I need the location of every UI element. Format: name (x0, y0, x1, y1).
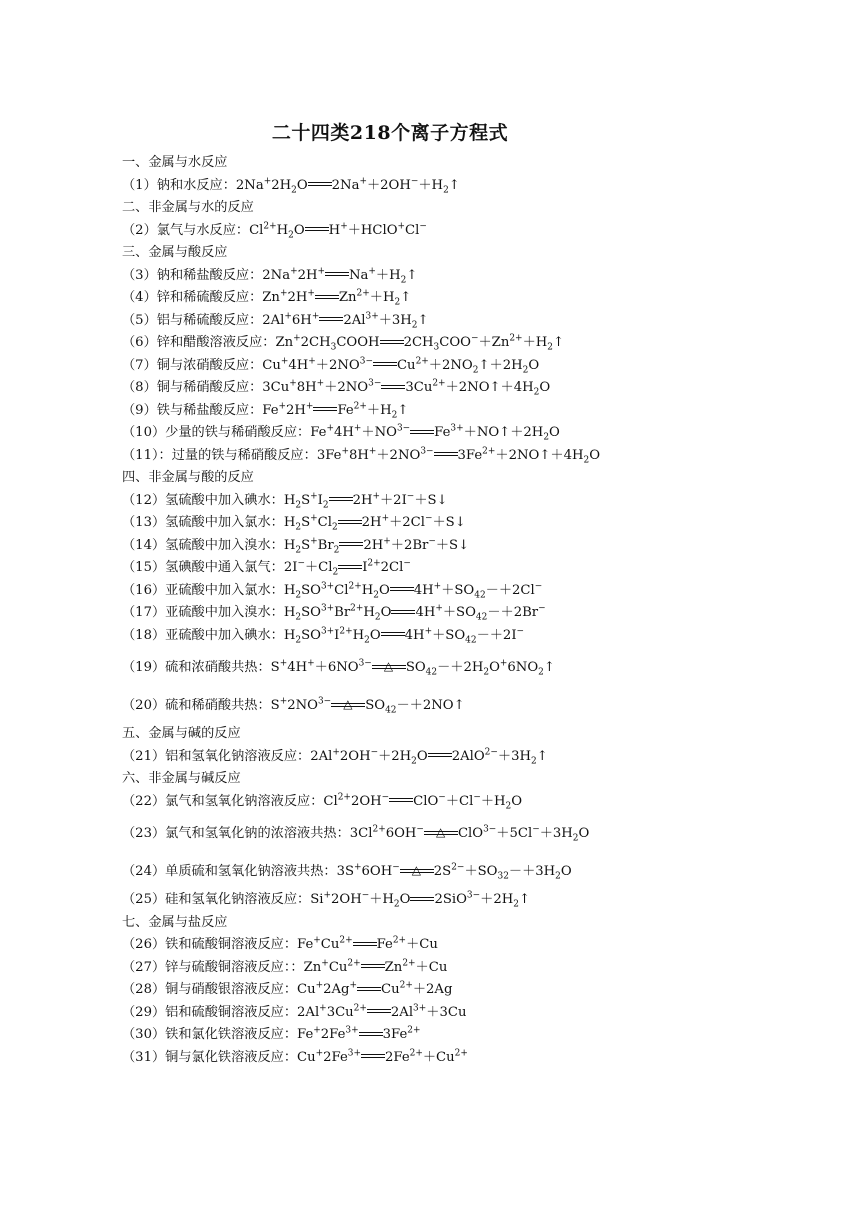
ionic-equation: $Cu^+2Fe^{3+}$ $2Fe^{2+}+Cu^{2+}$ (297, 1048, 468, 1065)
equation-line (122, 220, 842, 243)
equation-label: （10）少量的铁与稀硝酸反应： (122, 425, 311, 440)
equation-label: （14）氢硫酸中加入溴水： (122, 537, 284, 553)
equals-sign (373, 360, 397, 370)
ionic-equation: $3Fe^+8H^++2NO^{3-}$ $3Fe^{2+}+2NO↑+4H_2O$ (316, 446, 600, 466)
heating-sign: △ (372, 663, 406, 673)
ionic-equation: $2Al^+3Cu^{2+}$ $2Al^{3+}+3Cu$ (297, 1003, 467, 1020)
equation-label: （3）钠和稀盐酸反应： (122, 267, 263, 283)
ionic-equation: 3S+6OH− △ $2S^{2-}+SO_{32}-+3H_2O$ (336, 862, 572, 882)
ionic-equation: $Cu^+4H^++2NO^{3-}$ $Cu^{2+}+2NO_2↑+2H_2O$ (262, 356, 540, 376)
equation-line (122, 813, 842, 851)
equation-label: （18）亚硫酸中加入碘水： (122, 627, 284, 643)
ionic-equation: $Fe^+4H^++NO^{3-}$ $Fe^{3+}+NO↑+2H_2O$ (310, 423, 560, 443)
equals-sign (391, 608, 415, 618)
equation-label: （17）亚硫酸中加入溴水： (122, 605, 284, 620)
equation-line (122, 557, 842, 580)
equation-label: （24）单质硫和氢氧化钠溶液共热： (122, 864, 337, 879)
equation-line (122, 647, 842, 685)
equals-sign (308, 180, 332, 190)
equals-sign (428, 751, 452, 761)
ionic-equation: $Zn^+Cu^{2+}$ $Zn^{2+}+Cu$ (303, 958, 448, 975)
equals-sign (380, 338, 404, 348)
equals-sign (361, 962, 385, 972)
section-heading: 六、非金属与碱反应 (122, 771, 241, 786)
equals-sign (359, 1030, 383, 1040)
equation-line (122, 265, 842, 288)
ionic-equation: Fe+2H+ $Fe^{2+}+H_2↑$ (262, 401, 409, 421)
section-heading: 一、金属与水反应 (122, 155, 228, 170)
equals-sign (357, 985, 381, 995)
ionic-equation: 2Na+2H+ $Na^++H_2↑$ (262, 266, 418, 286)
equals-sign (305, 225, 329, 235)
equation-line (122, 957, 842, 980)
equation-label: （31）铜与氯化铁溶液反应： (122, 1049, 298, 1065)
equation-line (122, 422, 842, 445)
equation-label: （29）铝和硫酸铜溶液反应： (122, 1004, 298, 1020)
equation-label: （5）铝与稀硫酸反应： (122, 312, 263, 328)
equation-label: （12）氢硫酸中加入碘水： (122, 492, 284, 508)
ionic-equation: Cu+2Ag+ $Cu^{2+}+2Ag$ (297, 980, 453, 997)
equation-line (122, 400, 842, 423)
equation-line (122, 851, 842, 889)
equals-sign (319, 315, 343, 325)
ionic-equation: $2Na^+2H_2O$ $2Na^++2OH^-+H_2↑$ (235, 176, 460, 196)
equation-line (122, 287, 842, 310)
equation-line (122, 1047, 842, 1070)
equals-sign (410, 895, 434, 905)
equation-label: （28）铜与硝酸银溶液反应： (122, 982, 298, 997)
equation-label: （16）亚硫酸中加入氯水： (122, 582, 284, 598)
equals-sign (434, 450, 458, 460)
section-heading: 三、金属与酸反应 (122, 245, 228, 260)
ionic-equation: $Fe^+Cu^{2+}$ $Fe^{2+}+Cu$ (297, 935, 438, 952)
section-heading: 七、金属与盐反应 (122, 914, 228, 930)
ionic-equation: $Zn^+2CH_3COOH$ $2CH_3COO^-+Zn^{2+}+H_2↑$ (275, 333, 565, 353)
ionic-equation: $H_2SO^{3+}Cl^{2+}H_2O$ $4H^++SO_{42}-+2Cl^-$ (283, 581, 543, 601)
equation-line (122, 746, 842, 769)
equals-sign (381, 630, 405, 640)
equation-line (122, 625, 842, 648)
ionic-equation: $Si^+2OH^-+H_2O$ $2SiO^{3-}+2H_2↑$ (310, 890, 531, 910)
equation-label: （21）铝和氢氧化钠溶液反应： (122, 748, 311, 764)
equation-label: （9）铁与稀盐酸反应： (122, 402, 263, 418)
heating-sign: △ (424, 829, 458, 839)
equation-label: （30）铁和氯化铁溶液反应： (122, 1027, 298, 1042)
equation-line (122, 355, 842, 378)
equation-line (122, 512, 842, 535)
ionic-equation: $H_2S^+Br_2$ 2H+＋2Br−＋S↓ (283, 536, 470, 556)
equation-label: （26）铁和硫酸铜溶液反应： (122, 937, 298, 952)
heating-sign: △ (331, 701, 365, 711)
equals-sign (367, 1007, 391, 1017)
equation-line (122, 175, 842, 198)
equation-label: （15）氢碘酸中通入氯气： (122, 560, 284, 575)
equals-sign (338, 518, 362, 528)
ionic-equation: $S^+4H^++6NO^{3-}$ △ $SO_{42}-+2H_2O^+6NO_2↑$ (270, 658, 555, 678)
equation-label: （23）氯气和氢氧化钠的浓溶液共热： (122, 826, 350, 841)
equation-label: （4）锌和稀硫酸反应： (122, 290, 263, 305)
equals-sign (338, 563, 362, 573)
equation-label: （25）硅和氢氧化钠溶液反应： (122, 892, 311, 907)
ionic-equation: $Cl^{2+}H_2O$ H+＋HClO+Cl− (249, 221, 427, 241)
equation-line (122, 490, 842, 513)
equals-sign (390, 585, 414, 595)
ionic-equation: $2Al^+2OH^-+2H_2O$ $2AlO^{2-}+3H_2↑$ (310, 747, 548, 767)
equation-line (122, 332, 842, 355)
equals-sign (325, 270, 349, 280)
ionic-equation: $H_2S^+Cl_2$ 2H+＋2Cl−＋S↓ (283, 513, 466, 533)
equals-sign (353, 940, 377, 950)
ionic-equation: 2Al+6H+ $2Al^{3+}+3H_2↑$ (262, 311, 429, 331)
equation-line (122, 445, 842, 468)
equation-line (122, 889, 842, 912)
equation-line (122, 310, 842, 333)
ionic-equation: $S^+2NO^{3-}$ △ $SO_{42}-+2NO↑$ (270, 696, 465, 716)
equation-label: （6）锌和醋酸溶液反应： (122, 335, 276, 350)
equation-line (122, 377, 842, 400)
equation-line (122, 602, 842, 625)
section-heading: 四、非金属与酸的反应 (122, 470, 254, 485)
equals-sign (389, 796, 413, 806)
equation-label: （8）铜与稀硝酸反应： (122, 380, 263, 395)
equation-label: （13）氢硫酸中加入氯水： (122, 515, 284, 530)
equals-sign (361, 1052, 385, 1062)
section-heading: 五、金属与碱的反应 (122, 726, 241, 741)
ionic-equation: Zn+2H+ $Zn^{2+}+H_2↑$ (262, 288, 412, 308)
equation-label: （19）硫和浓硝酸共热： (122, 660, 271, 675)
equals-sign (410, 428, 434, 438)
equation-label: （20）硫和稀硝酸共热： (122, 698, 271, 713)
equation-label: （27）锌与硫酸铜溶液反应：： (122, 959, 304, 975)
equals-sign (315, 293, 339, 303)
equation-label: （1）钠和水反应： (122, 177, 236, 193)
equation-line (122, 580, 842, 603)
equals-sign (339, 540, 363, 550)
equation-label: （11）：过量的铁与稀硝酸反应： (122, 447, 317, 463)
equation-line (122, 685, 842, 723)
ionic-equation: $2I^-+Cl_2$ $I^{2+}2Cl^-$ (283, 558, 411, 578)
equation-label: （22）氯气和氢氧化钠溶液反应： (122, 793, 324, 809)
ionic-equation: $3Cu^+8H^++2NO^{3-}$ $3Cu^{2+}+2NO↑+4H_2O$ (262, 378, 551, 398)
equals-sign (381, 383, 405, 393)
ionic-equation: $H_2S^+I_2$ 2H+＋2I−＋S↓ (283, 491, 448, 511)
equation-list (122, 152, 842, 1069)
equals-sign (313, 405, 337, 415)
heating-sign: △ (400, 867, 434, 877)
ionic-equation: $Fe^+2Fe^{3+}$ $3Fe^{2+}$ (297, 1025, 421, 1042)
equation-label: （2）氯气与水反应： (122, 222, 250, 238)
equation-line (122, 791, 842, 814)
ionic-equation: $Cl^{2+}2OH^-$ $ClO^-+Cl^-+H_2O$ (323, 792, 523, 812)
equation-line (122, 934, 842, 957)
ionic-equation: $H_2SO^{3+}I^{2+}H_2O$ $4H^++SO_{42}-+2I^-$ (283, 626, 525, 646)
equation-line (122, 1024, 842, 1047)
section-heading: 二、非金属与水的反应 (122, 200, 254, 215)
ionic-equation: $3Cl^{2+}6OH^-$ △ $ClO^{3-}+5Cl^-+3H_2O$ (349, 824, 590, 844)
equation-line (122, 535, 842, 558)
equation-line (122, 979, 842, 1002)
equals-sign (329, 495, 353, 505)
page-title: 二十四类218个离子方程式 (271, 122, 509, 144)
equation-label: （7）铜与浓硝酸反应： (122, 357, 263, 373)
ionic-equation: $H_2SO^{3+}Br^{2+}H_2O$ $4H^++SO_{42}-+2Br^-$ (283, 603, 546, 623)
equation-line (122, 1002, 842, 1025)
